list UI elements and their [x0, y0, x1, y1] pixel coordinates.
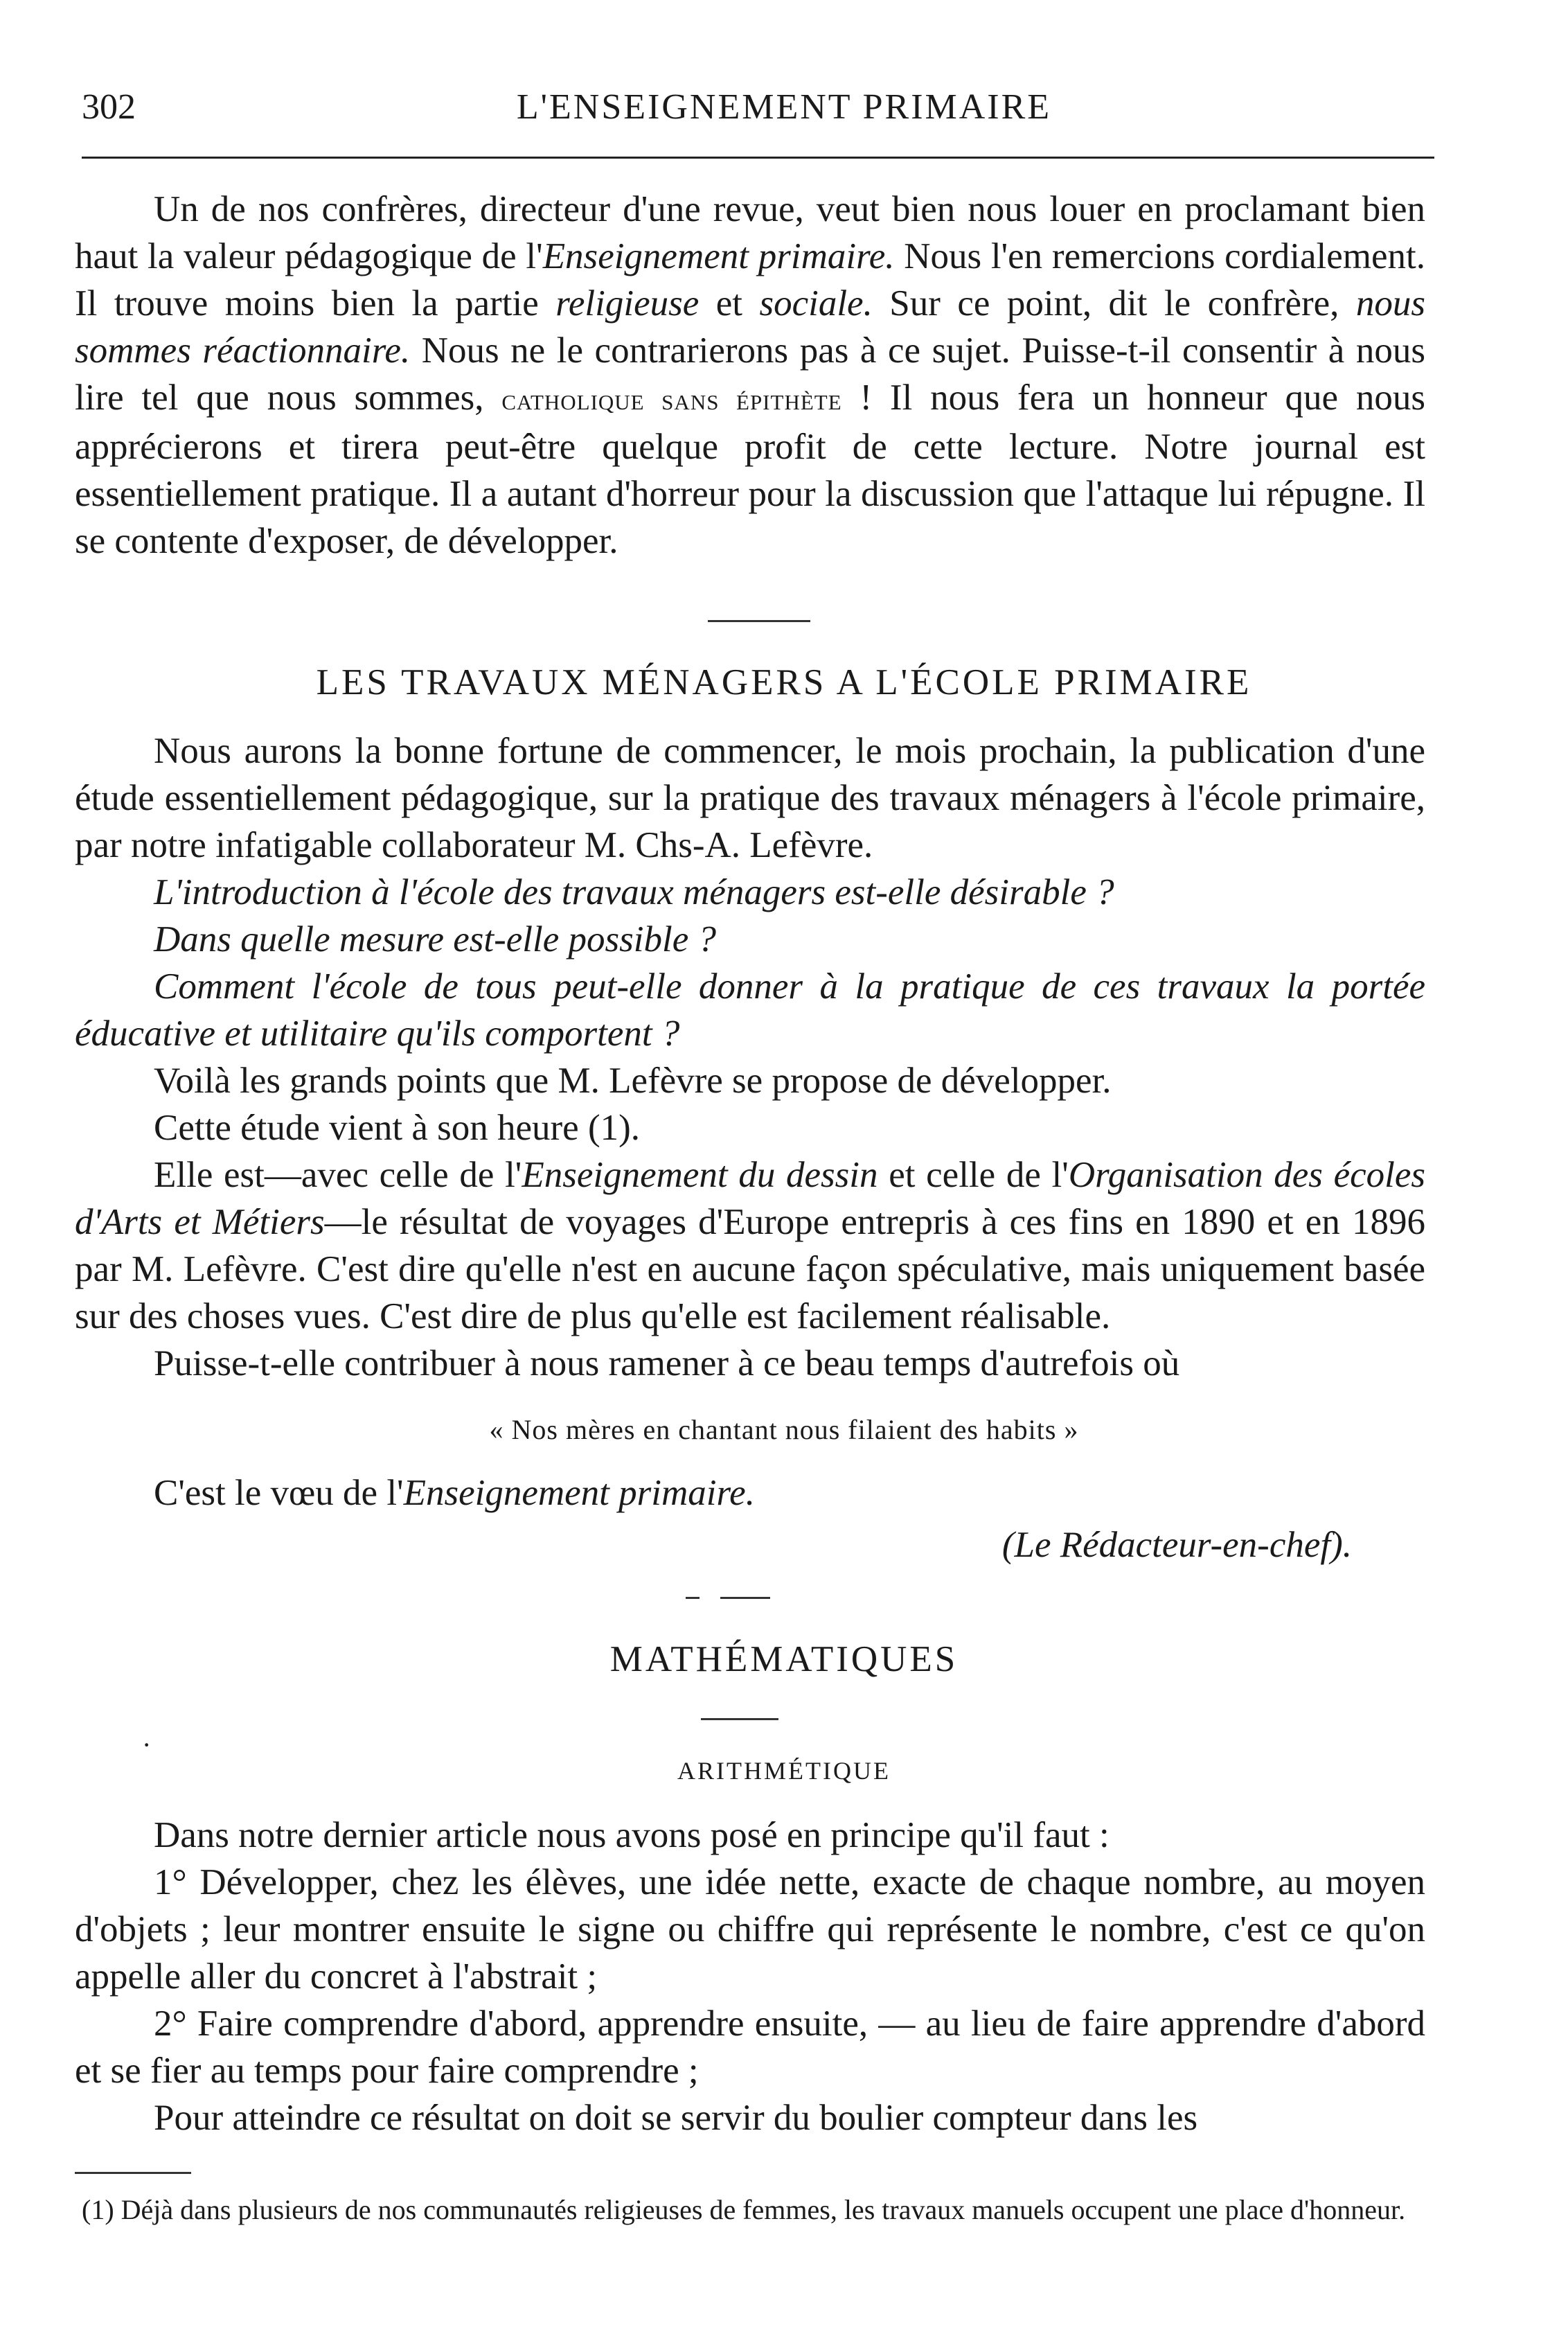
section-title-mathematiques: MATHÉMATIQUES	[609, 1639, 959, 1679]
vow-text: C'est le vœu de l'	[154, 1473, 404, 1513]
subtitle-arithmetique: ARITHMÉTIQUE	[677, 1757, 891, 1785]
section2-p1: Dans notre dernier article nous avons posé en principe qu'il faut :	[154, 1815, 1110, 1855]
title-organisation: Organisation des écoles d'Arts et Métiers	[75, 1155, 1426, 1242]
intro-text-5: Nous ne le contrarierons pas à ce sujet. Puisse-t-il consentir à nous lire tel que nous sommes,	[75, 330, 1426, 418]
intro-text-2: Nous l'en remercions cordialement. Il trouve moins bien la partie	[75, 236, 1425, 324]
section-title-travaux: LES TRAVAUX MÉNAGERS A L'ÉCOLE PRIMAIRE	[316, 662, 1252, 702]
footnote: (1) Déjà dans plusieurs de nos communautés religieuses de femmes, les travaux manuels occupent une place d'honneur.	[82, 2194, 1406, 2225]
running-title: L'ENSEIGNEMENT PRIMAIRE	[516, 87, 1052, 127]
vow-line	[154, 1472, 755, 1514]
title-dessin: Enseignement du dessin	[522, 1155, 878, 1195]
word-sociale: sociale.	[759, 283, 873, 324]
section1-p5: Puisse-t-elle contribuer à nous ramener à ce beau temps d'autrefois où	[154, 1343, 1180, 1383]
intro-paragraph	[75, 186, 1425, 565]
section1-p2: Voilà les grands points que M. Lefèvre se propose de développer.	[154, 1061, 1112, 1101]
section2-p3: 2° Faire comprendre d'abord, apprendre ensuite, — au lieu de faire apprendre d'abord et se fier au temps pour faire comprendre ;	[75, 2004, 1425, 2091]
footnote-rule	[75, 2172, 191, 2174]
section1-body	[75, 727, 1425, 1387]
intro-text-3: et	[699, 283, 760, 324]
question-1: L'introduction à l'école des travaux ménagers est-elle désirable ?	[154, 872, 1114, 912]
page-number: 302	[82, 87, 136, 127]
separator-dash	[686, 1597, 700, 1599]
intro-text-6: ! Il nous fera un honneur que nous apprécierons et tirera peut-être quelque profit de cette lecture. Notre journal est essentiellement pratique. Il a autant d'horreur pour la discussion que l'attaque lui répugne. Il se contente d'exposer, de développer.	[75, 378, 1425, 561]
section2-p2: 1° Développer, chez les élèves, une idée nette, exacte de chaque nombre, au moyen d'objets ; leur montrer ensuite le signe ou chiffre qui représente le nombre, c'est ce qu'on appelle aller du concret à l'abstrait ;	[75, 1862, 1425, 1997]
question-2: Dans quelle mesure est-elle possible ?	[154, 919, 717, 960]
section1-p4-c: et celle de l'	[877, 1155, 1069, 1195]
header-rule	[82, 157, 1434, 159]
section2-body	[75, 1812, 1425, 2141]
section2-p4: Pour atteindre ce résultat on doit se servir du boulier compteur dans les	[154, 2098, 1198, 2138]
intro-text-1: Un de nos confrères, directeur d'une revue, veut bien nous louer en proclamant bien haut la valeur pédagogique de l'	[75, 189, 1425, 276]
stray-dot: ·	[142, 1729, 152, 1760]
quote-reactionnaire: nous sommes réactionnaire.	[75, 283, 1426, 371]
section1-p4-a: Elle est—avec celle de l'	[154, 1155, 522, 1195]
section1-p4-e: —le résultat de voyages d'Europe entrepris à ces fins en 1890 et en 1896 par M. Lefèvre. C'est dire qu'elle n'est en aucune façon spéculative, mais uniquement basée sur des choses vues. C'est dire de plus qu'elle est facilement réalisable.	[75, 1202, 1425, 1336]
journal-name: Enseignement primaire.	[542, 236, 895, 276]
section-separator	[708, 620, 810, 622]
intro-text-4: Sur ce point, dit le confrère,	[872, 283, 1356, 324]
section1-p3: Cette étude vient à son heure (1).	[154, 1108, 640, 1148]
signature: (Le Rédacteur-en-chef).	[1001, 1525, 1352, 1565]
subsection-separator	[701, 1718, 778, 1720]
word-religieuse: religieuse	[555, 283, 700, 324]
verse-quote: « Nos mères en chantant nous filaient des habits »	[489, 1414, 1079, 1445]
question-3: Comment l'école de tous peut-elle donner à la pratique de ces travaux la portée éducative et utilitaire qu'ils comportent ?	[75, 966, 1425, 1054]
separator-line	[720, 1597, 770, 1599]
vow-journal: Enseignement primaire.	[403, 1473, 755, 1513]
catholique-caps: catholique sans épithète	[501, 382, 842, 416]
section1-p1: Nous aurons la bonne fortune de commencer, le mois prochain, la publication d'une étude essentiellement pédagogique, sur la pratique des travaux ménagers à l'école primaire, par notre infatigable collaborateur M. Chs-A. Lefèvre.	[75, 731, 1425, 865]
